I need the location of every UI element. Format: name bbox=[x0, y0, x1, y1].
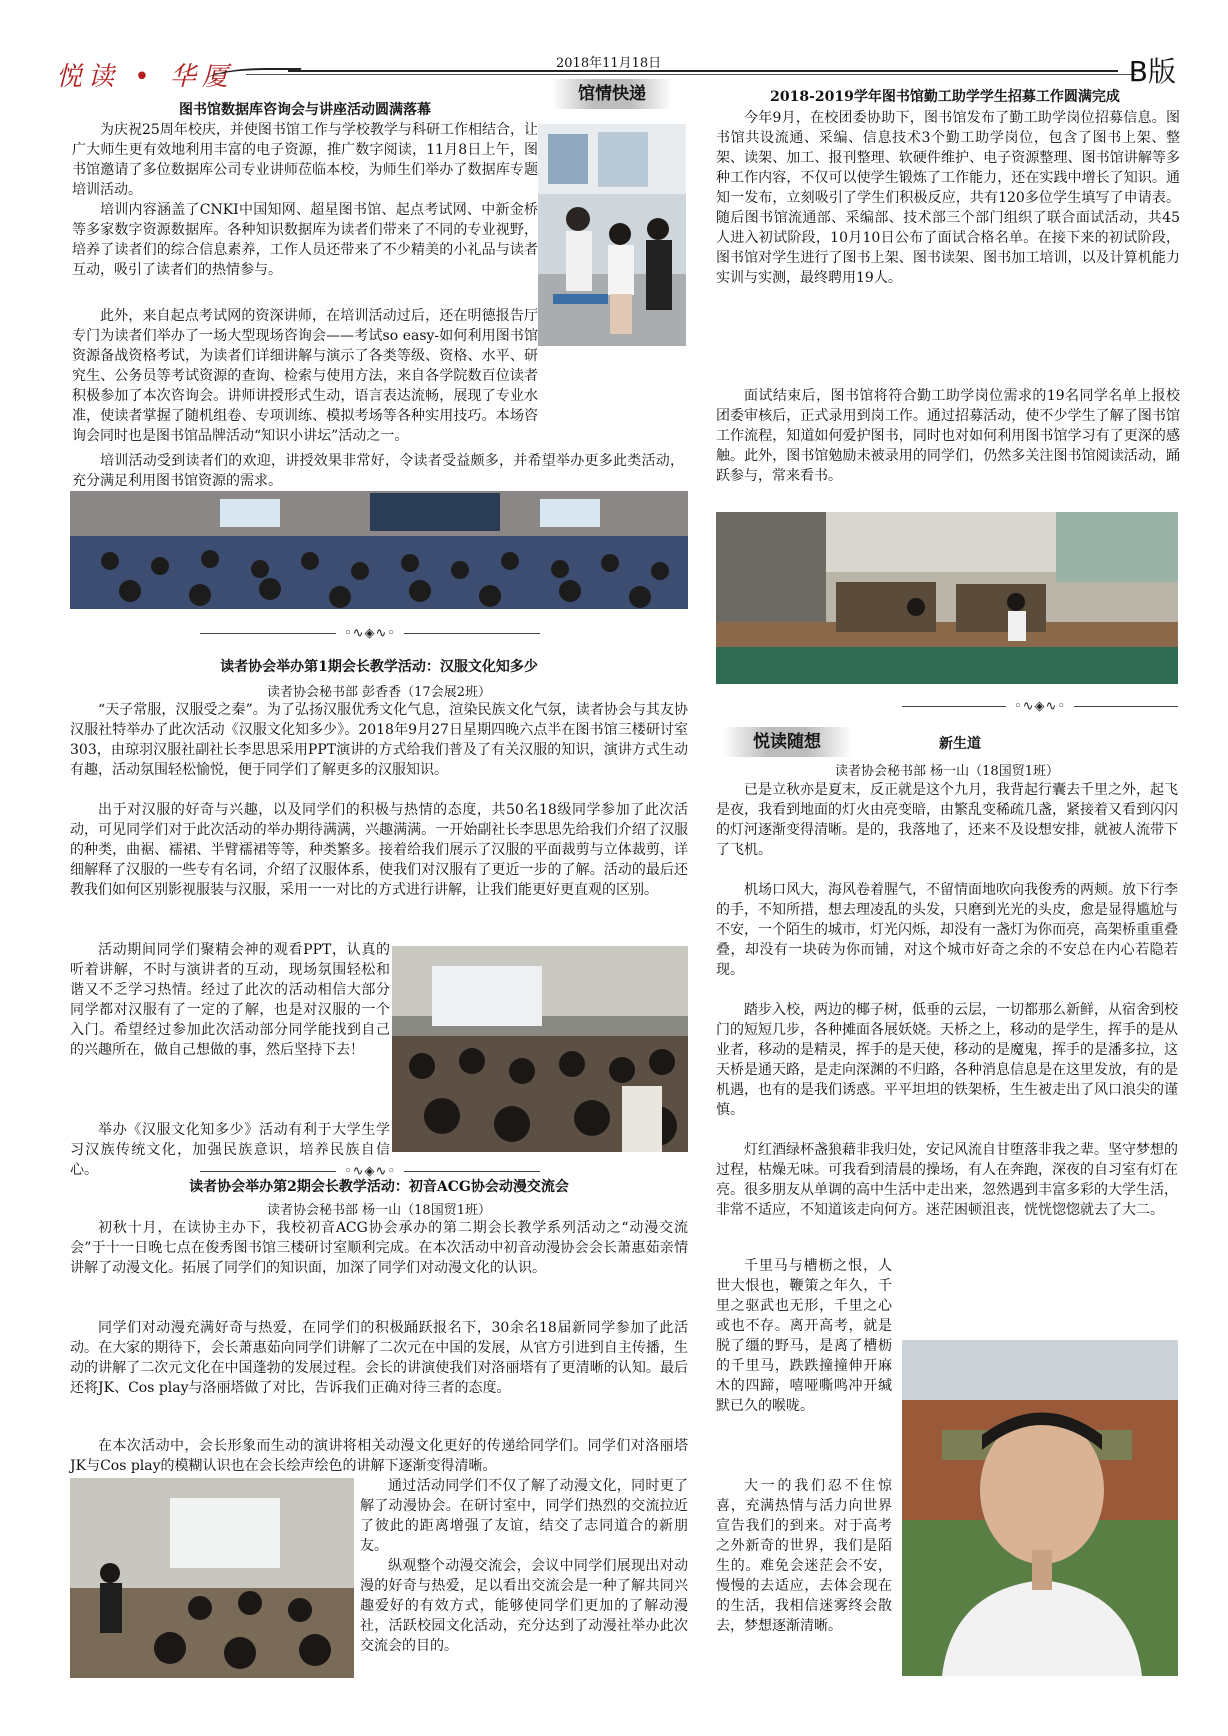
article1-paragraph: 此外，来自起点考试网的资深讲师，在培训活动过后，还在明德报告厅专门为读者们举办了一场大型现场咨询会——考试so easy-如何利用图书馆资源备战资格考试，为读者们详细讲解与演示了各类等级、资格、水平、研究生、公务员等考试资源的查询、检索与使用方法，来自各学院数百位读者积极参加了本次咨询会。讲师讲授形式生动，语言表达流畅，展现了专业水准，使读者掌握了随机组卷、专项训练、模拟考场等各种实用技巧。本场咨询会同时也是图书馆品牌活动“知识小讲坛”活动之一。 bbox=[72, 308, 538, 444]
article3-paragraph: 举办《汉服文化知多少》活动有利于大学生学习汉族传统文化，加强民族意识，培养民族自信心。 bbox=[70, 1122, 390, 1178]
article5-byline: 读者协会秘书部 杨一山（18国贸1班） bbox=[835, 764, 1059, 779]
article2-paragraph: 面试结束后，图书馆将符合勤工助学岗位需求的19名同学名单上报校团委审核后，正式录用到岗工作。通过招募活动，使不少学生了解了图书馆工作流程，知道如何爱护图书，同时也对如何利用图书馆学习有了更深的感触。此外，图书馆勉励未被录用的同学们，仍然多关注图书馆阅读活动，踊跃参与，常来看书。 bbox=[716, 388, 1180, 484]
edition-label: B版 bbox=[1128, 55, 1176, 88]
article3-paragraph: 活动期间同学们聚精会神的观看PPT，认真的听着讲解，不时与演讲者的互动，现场氛围轻松和谐又不乏学习热情。经过了此次的活动相信大部分同学都对汉服有了一定的了解，也是对汉服的一个入门。希望经过参加此次活动部分同学能找到自己的兴趣所在，做自己想做的事，然后坚持下去！ bbox=[70, 942, 390, 1058]
article5-paragraph: 机场口风大，海风卷着腥气，不留情面地吹向我俊秀的两颊。放下行李的手，不知所措，想去理凌乱的头发，只磨到光光的头皮，愈是显得尴尬与不安，一个陌生的城市，灯光闪烁，却没有一盏灯为你而亮，高架桥重重叠叠，却没有一块砖为你而铺，对这个城市好奇之余的不安总在内心若隐若现。 bbox=[716, 882, 1178, 978]
article4-paragraph: 纵观整个动漫交流会，会议中同学们展现出对动漫的好奇与热爱，足以看出交流会是一种了解共同兴趣爱好的有效方式，能够使同学们更加的了解动漫社，活跃校园文化活动，充分达到了动漫社举办此次交流会的目的。 bbox=[360, 1558, 688, 1654]
article3-paragraph: “天子常服，汉服受之秦”。为了弘扬汉服优秀文化气息，渲染民族文化气氛，读者协会与其友协汉服社特举办了此次活动《汉服文化知多少》。2018年9月27日星期四晚六点半在图书馆三楼研讨室303，由琼羽汉服社副社长李思思采用PPT演讲的方式给我们普及了有关汉服的知识，演讲方式生动有趣，活动氛围轻松愉悦，便于同学们了解更多的汉服知识。 bbox=[70, 702, 688, 778]
article1-title: 图书馆数据库咨询会与讲座活动圆满落幕 bbox=[179, 102, 431, 118]
article1-paragraph: 培训内容涵盖了CNKI中国知网、超星图书馆、起点考试网、中新金桥等多家数字资源数据库。各种知识数据库为读者们带来了不同的专业视野，培养了读者们的综合信息素养，工作人员还带来了不少精美的小礼品与读者互动，吸引了读者们的热情参与。 bbox=[72, 202, 538, 278]
photo-library-reading-room bbox=[716, 512, 1178, 684]
article5-paragraph: 大一的我们忍不住惊喜，充满热情与活力向世界宣告我们的到来。对于高考之外新奇的世界，我们是陌生的。难免会迷茫会不安，慢慢的去适应，去体会现在的生活，我相信迷雾终会散去，梦想逐渐清晰。 bbox=[716, 1478, 892, 1634]
photo-hanfu-classroom bbox=[392, 946, 688, 1152]
article1-paragraph: 为庆祝25周年校庆，并使图书馆工作与学校教学与科研工作相结合，让广大师生更有效地利用丰富的电子资源，推广数字阅读，11月8日上午，图书馆邀请了多位数据库公司专业讲师莅临本校，为师生们举办了数据库专题培训活动。 bbox=[72, 122, 538, 198]
article2-paragraph: 今年9月，在校团委协助下，图书馆发布了勤工助学岗位招募信息。图书馆共设流通、采编、信息技术3个勤工助学岗位，包含了图书上架、整架、读架、加工、报刊整理、软硬件维护、电子资源整理、图书馆讲解等多种工作内容，不仅可以使学生锻炼了工作能力，还在实践中增长了知识。通知一发布，立刻吸引了学生们积极反应，共有120多位学生填写了申请表。随后图书馆流通部、采编部、技术部三个部门组织了联合面试活动，共45人进入初试阶段，10月10日公布了面试合格名单。在接下来的初试阶段，图书馆对学生进行了图书上架、图书读架、图书加工培训，以及计算机能力实训与实测，最终聘用19人。 bbox=[716, 110, 1180, 286]
article5-title: 新生道 bbox=[939, 736, 981, 752]
article3-title: 读者协会举办第1期会长教学活动：汉服文化知多少 bbox=[220, 659, 538, 675]
article3-paragraph: 出于对汉服的好奇与兴趣，以及同学们的积极与热情的态度，共50名18级同学参加了此次活动，可见同学们对于此次活动的举办期待满满，兴趣满满。一开始副社长李思思先给我们介绍了汉服的种类，曲裾、襦裙、半臂襦裙等等，种类繁多。接着给我们展示了汉服的平面裁剪与立体裁剪，详细解释了汉服的一些专有名词，介绍了汉服体系，使我们对汉服有了更近一步的了解。活动的最后还教我们如何区别影视服装与汉服，采用一一对比的方式进行讲解，让我们能更好更直观的区别。 bbox=[70, 802, 688, 898]
section-tag-news: 馆情快递 bbox=[552, 79, 672, 109]
masthead-rule-thin bbox=[246, 74, 1136, 75]
article4-paragraph: 初秋十月，在读协主办下，我校初音ACG协会承办的第二期会长教学系列活动之“动漫交流会”于十一日晚七点在俊秀图书馆三楼研讨室顺利完成。在本次活动中初音动漫协会会长萧惠茹亲情讲解了动漫文化。拓展了同学们的知识面，加深了同学们对动漫文化的认识。 bbox=[70, 1220, 688, 1276]
section-divider: ◦∿◈∿◦ bbox=[200, 625, 540, 641]
photo-lecture-hall bbox=[70, 491, 688, 609]
section-divider: ◦∿◈∿◦ bbox=[200, 1163, 540, 1179]
masthead-title: 悦读 • 华厦 bbox=[56, 62, 234, 92]
article3-byline: 读者协会秘书部 彭香香（17会展2班） bbox=[267, 685, 491, 700]
article4-byline: 读者协会秘书部 杨一山（18国贸1班） bbox=[267, 1203, 491, 1218]
article1-paragraph: 培训活动受到读者们的欢迎，讲授效果非常好，令读者受益颇多，并希望举办更多此类活动，充分满足利用图书馆资源的需求。 bbox=[72, 453, 684, 489]
section-divider: ◦∿◈∿◦ bbox=[902, 698, 1178, 714]
article4-paragraph: 同学们对动漫充满好奇与热爱，在同学们的积极踊跃报名下，30余名18届新同学参加了此活动。在大家的期待下，会长萧惠茹向同学们讲解了二次元在中国的发展，从官方引进到自主传播，生动的讲解了二次元文化在中国蓬勃的发展过程。会长的讲演使我们对洛丽塔有了更清晰的认知。最后还将JK、Cos play与洛丽塔做了对比，告诉我们正确对待三者的态度。 bbox=[70, 1320, 688, 1396]
section-tag-thoughts: 悦读随想 bbox=[722, 727, 852, 757]
article4-title: 读者协会举办第2期会长教学活动：初音ACG协会动漫交流会 bbox=[189, 1179, 569, 1195]
masthead-rule bbox=[288, 70, 1118, 72]
article5-paragraph: 已是立秋亦是夏末，反正就是这个九月，我背起行囊去千里之外，起飞是夜，我看到地面的灯火由亮变暗，由繁乱变稀疏几盏，紧接着又看到闪闪的灯河逐渐变得清晰。是的，我落地了，还来不及设想安排，就被人流带下了飞机。 bbox=[716, 782, 1178, 858]
photo-anime-exchange bbox=[70, 1478, 354, 1678]
article5-paragraph: 踏步入校，两边的椰子树，低垂的云层，一切都那么新鲜，从宿舍到校门的短短几步，各种摊面各展妖娆。天桥之上，移动的是学生，挥手的是从业者，移动的是精灵，挥手的是天使，移动的是魔鬼，挥手的是潘多拉，这天桥是通天路，是走向深渊的不归路，各种消息信息是在这里发放，有的是机遇，也有的是我们诱惑。平平坦坦的铁架桥，生生被走出了风口浪尖的谨慎。 bbox=[716, 1002, 1178, 1118]
photo-consultation-desk bbox=[538, 124, 686, 346]
article5-paragraph: 灯红酒绿杯盏狼藉非我归处，安记风流自甘堕落非我之辈。坚守梦想的过程，枯燥无味。可我看到清晨的操场，有人在奔跑，深夜的自习室有灯在亮。很多朋友从单调的高中生活中走出来，忽然遇到丰富多彩的大学生活，非常不适应，不知道该走向何方。迷茫困顿沮丧，恍恍惚惚就去了大二。 bbox=[716, 1142, 1178, 1218]
article4-paragraph: 通过活动同学们不仅了解了动漫文化，同时更了解了动漫协会。在研讨室中，同学们热烈的交流拉近了彼此的距离增强了友谊，结交了志同道合的新朋友。 bbox=[360, 1478, 688, 1554]
photo-author-portrait bbox=[902, 1340, 1178, 1676]
issue-date: 2018年11月18日 bbox=[556, 56, 662, 71]
article1-paragraph-cont bbox=[72, 350, 684, 430]
article5-paragraph: 千里马与槽枥之恨，人世大恨也，鞭策之年久，千里之驱武也无形，千里之心或也不存。离开高考，就是脱了缰的野马，是离了槽枥的千里马，跌跌撞撞伸开麻木的四蹄，嘻哑嘶鸣冲开缄默已久的喉咙。 bbox=[716, 1258, 892, 1414]
article4-paragraph: 在本次活动中，会长形象而生动的演讲将相关动漫文化更好的传递给同学们。同学们对洛丽塔JK与Cos play的模糊认识也在会长绘声绘色的讲解下逐渐变得清晰。 bbox=[70, 1438, 688, 1474]
article2-title: 2018-2019学年图书馆勤工助学学生招募工作圆满完成 bbox=[770, 89, 1120, 105]
